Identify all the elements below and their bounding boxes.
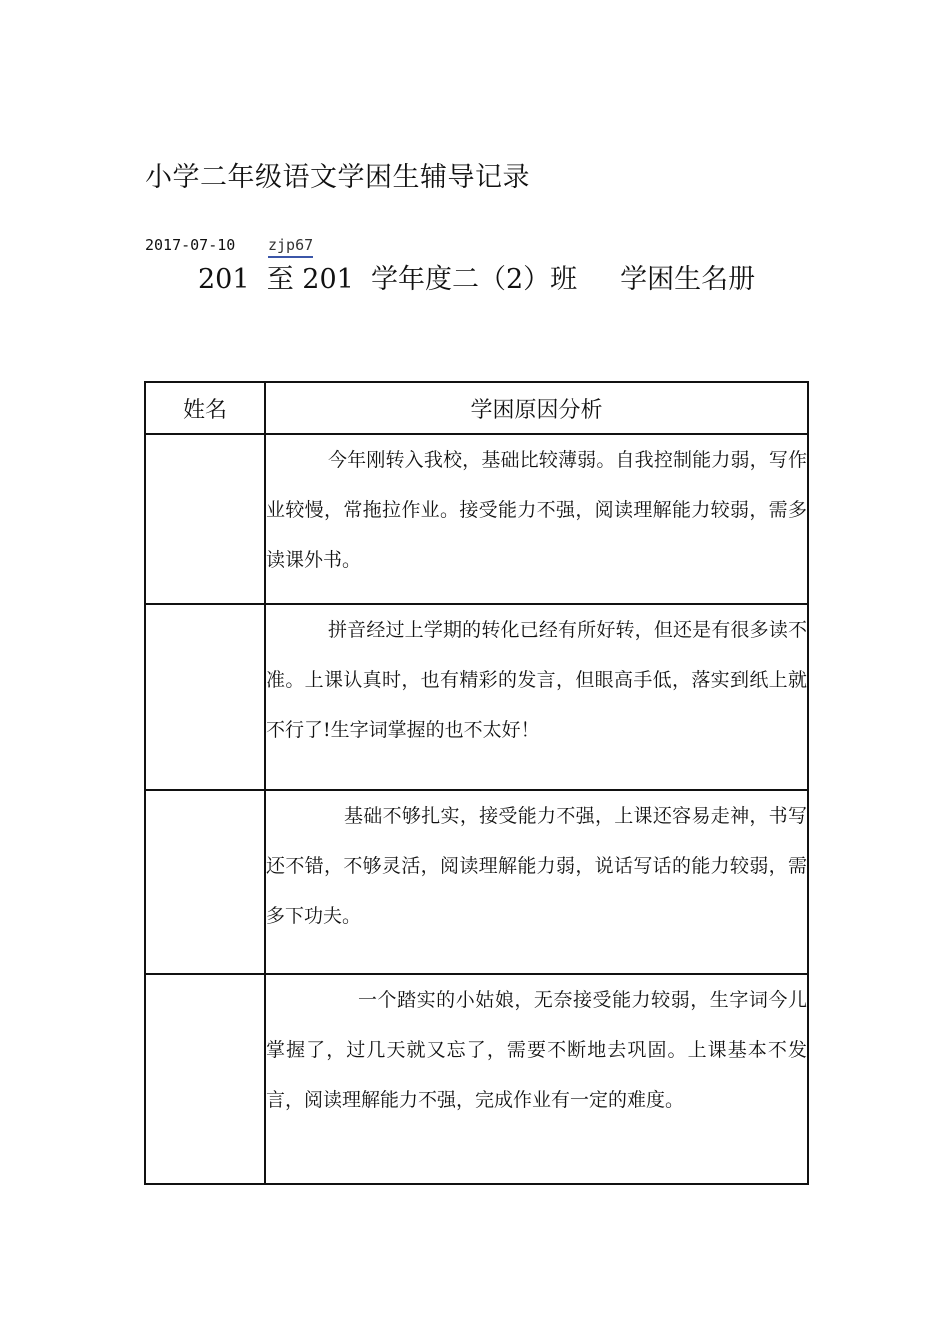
reason-cell: 今年刚转入我校，基础比较薄弱。自我控制能力弱，写作业较慢，常拖拉作业。接受能力不强，阅读理解能力较弱，需多读课外书。: [265, 434, 808, 604]
header-name: 姓名: [145, 382, 265, 434]
student-name-cell: [145, 974, 265, 1184]
table-row: [145, 604, 808, 790]
student-name-cell: [145, 790, 265, 974]
student-roster-table: [144, 381, 809, 1185]
publish-date: 2017-07-10: [145, 236, 236, 254]
reason-cell: 拼音经过上学期的转化已经有所好转，但还是有很多读不准。上课认真时，也有精彩的发言，但眼高手低，落实到纸上就不行了!生字词掌握的也不太好！: [265, 604, 808, 790]
table-row: [145, 974, 808, 1184]
table-header-row: [145, 382, 808, 434]
header-reason: 学困原因分析: [265, 382, 808, 434]
document-title: 小学二年级语文学困生辅导记录: [145, 162, 530, 193]
author-link[interactable]: zjp67: [268, 234, 313, 258]
table-row: [145, 790, 808, 974]
student-name-cell: [145, 434, 265, 604]
reason-cell: 一个踏实的小姑娘，无奈接受能力较弱，生字词今儿掌握了，过几天就又忘了，需要不断地去巩固。上课基本不发言，阅读理解能力不强，完成作业有一定的难度。: [265, 974, 808, 1184]
student-name-cell: [145, 604, 265, 790]
table-row: [145, 434, 808, 604]
roster-title: 201 至 201 学年度二（2）班 学困生名册: [198, 264, 756, 295]
reason-cell: 基础不够扎实，接受能力不强，上课还容易走神，书写还不错，不够灵活，阅读理解能力弱，说话写话的能力较弱，需多下功夫。: [265, 790, 808, 974]
